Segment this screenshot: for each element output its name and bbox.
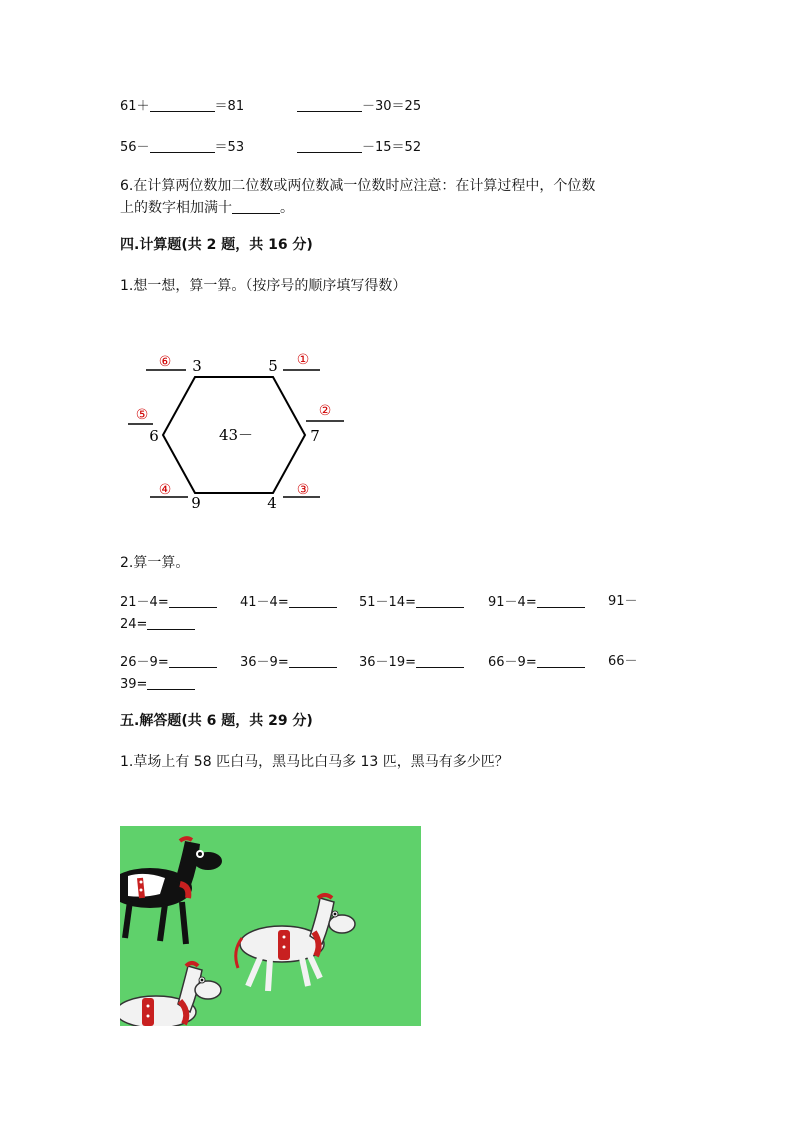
calc-item: [240, 593, 337, 612]
calc-item: [359, 653, 464, 672]
calc-expression: 91－4=: [488, 595, 537, 610]
calc-expression: 51－14=: [359, 595, 416, 610]
answer-blank[interactable]: [537, 653, 585, 668]
calc-item: [240, 653, 337, 672]
answer-blank[interactable]: [147, 615, 195, 630]
answer-blank[interactable]: [297, 97, 362, 112]
calc-item: [359, 593, 464, 612]
vertex-value: 3: [192, 357, 202, 375]
fill-line-4: [297, 138, 421, 157]
section-4-title: 四.计算题(共 2 题，共 16 分): [120, 237, 313, 253]
fill-line-4-right: －15＝52: [362, 140, 422, 155]
answer-blank[interactable]: [150, 138, 215, 153]
horses-drawing: [120, 826, 421, 1026]
calc-item: [120, 675, 195, 694]
answer-blank[interactable]: [232, 199, 280, 214]
question-6-end: 。: [280, 200, 294, 216]
calc-item: [120, 615, 195, 634]
answer-blank[interactable]: [416, 653, 464, 668]
black-horse: [120, 838, 222, 944]
fill-line-3: [120, 138, 244, 157]
calc-item: [488, 593, 585, 612]
calc-expression: 66－: [608, 654, 638, 669]
calc-expression: 39=: [120, 677, 148, 692]
fill-line-1: [120, 97, 244, 116]
calc-expression: 21－4=: [120, 595, 169, 610]
white-horse-bottom: [120, 963, 221, 1026]
section-4-question-2: 2.算一算。: [120, 555, 190, 571]
answer-blank[interactable]: [150, 97, 215, 112]
answer-blank[interactable]: [169, 653, 217, 668]
vertex-value: 7: [310, 427, 320, 445]
answer-blank[interactable]: [297, 138, 362, 153]
answer-blank[interactable]: [416, 593, 464, 608]
answer-blank[interactable]: [289, 653, 337, 668]
calc-expression: 91－: [608, 594, 638, 609]
calc-expression: 66－9=: [488, 655, 537, 670]
hexagon-center-label: 43－: [218, 426, 254, 444]
answer-blank[interactable]: [147, 675, 195, 690]
fill-line-2-right: －30＝25: [362, 99, 422, 114]
vertex-value: 6: [149, 427, 159, 445]
calc-expression: 24=: [120, 617, 148, 632]
question-6-line-1: 6.在计算两位数加二位数或两位数减一位数时应注意：在计算过程中，个位数: [120, 178, 596, 194]
fill-line-1-right: ＝81: [214, 99, 245, 114]
vertex-value: 9: [191, 494, 201, 512]
fill-line-3-left: 56－: [120, 140, 150, 155]
hexagon-diagram: [118, 345, 358, 525]
white-horse-right: [236, 895, 355, 991]
answer-blank[interactable]: [537, 593, 585, 608]
section-5-title: 五.解答题(共 6 题，共 29 分): [120, 713, 313, 729]
calc-expression: 36－9=: [240, 655, 289, 670]
fill-line-1-left: 61＋: [120, 99, 150, 114]
marker-5: ⑤: [135, 407, 149, 423]
calc-item: [488, 653, 585, 672]
fill-line-2: [297, 97, 421, 116]
calc-item: [120, 653, 217, 672]
question-6-line-2: [120, 199, 294, 217]
calc-expression: 41－4=: [240, 595, 289, 610]
question-6-text: 上的数字相加满十: [120, 200, 232, 216]
calc-expression: 26－9=: [120, 655, 169, 670]
vertex-value: 4: [267, 494, 277, 512]
answer-blank[interactable]: [169, 593, 217, 608]
marker-2: ②: [318, 403, 332, 419]
marker-3: ③: [296, 482, 310, 498]
section-5-question-1: 1.草场上有 58 匹白马，黑马比白马多 13 匹，黑马有多少匹？: [120, 754, 509, 770]
fill-line-3-right: ＝53: [214, 140, 245, 155]
marker-4: ④: [158, 482, 172, 498]
calc-item: [120, 593, 217, 612]
marker-1: ①: [296, 352, 310, 368]
calc-expression: 36－19=: [359, 655, 416, 670]
answer-blank[interactable]: [289, 593, 337, 608]
vertex-value: 5: [268, 357, 278, 375]
horses-illustration: [120, 826, 421, 1026]
section-4-question-1: 1.想一想，算一算。（按序号的顺序填写得数）: [120, 278, 407, 294]
marker-6: ⑥: [158, 354, 172, 370]
